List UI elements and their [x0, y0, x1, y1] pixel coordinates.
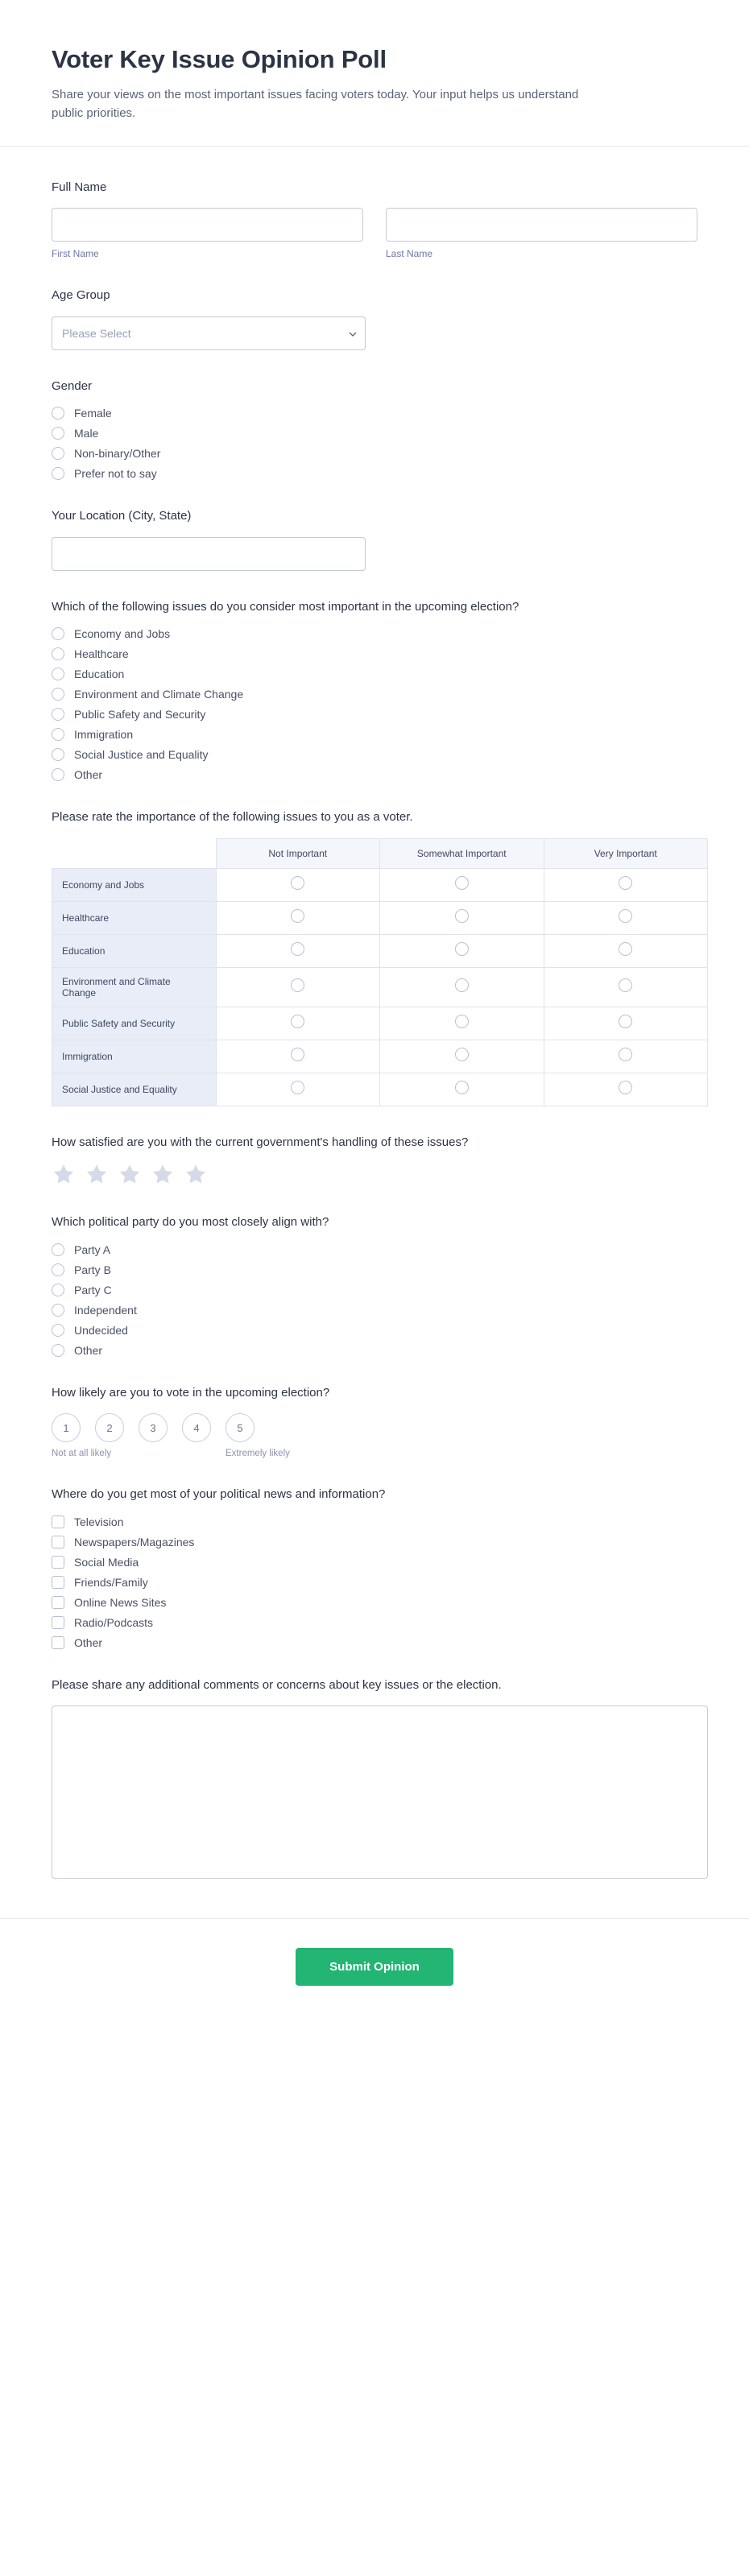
- radio-icon[interactable]: [619, 942, 632, 956]
- important-issue-label: Environment and Climate Change: [74, 688, 244, 701]
- important-issue-label: Healthcare: [74, 647, 129, 660]
- radio-icon[interactable]: [291, 1015, 304, 1028]
- location-label: Your Location (City, State): [52, 509, 192, 523]
- radio-icon[interactable]: [291, 978, 304, 992]
- important-issue-label: Education: [74, 668, 125, 680]
- checkbox-icon[interactable]: [52, 1596, 64, 1609]
- radio-icon[interactable]: [52, 407, 64, 420]
- radio-icon[interactable]: [455, 1015, 469, 1028]
- table-row: [52, 967, 708, 1007]
- radio-icon[interactable]: [52, 1304, 64, 1317]
- news-source-option[interactable]: [52, 1515, 697, 1528]
- first-name-sublabel: First Name: [52, 248, 99, 259]
- important-issue-label: Social Justice and Equality: [74, 748, 209, 761]
- important-issue-option[interactable]: [52, 688, 697, 701]
- party-options: [52, 1243, 697, 1357]
- matrix-header-row: [52, 838, 708, 868]
- satisfaction-label: How satisfied are you with the current government's handling of these issues?: [52, 1135, 469, 1149]
- matrix-corner: [52, 838, 217, 868]
- radio-icon[interactable]: [619, 909, 632, 923]
- matrix-cell[interactable]: [544, 868, 708, 901]
- important-issue-option[interactable]: [52, 708, 697, 721]
- radio-icon[interactable]: [291, 1048, 304, 1061]
- scale-right-label: Extremely likely: [226, 1449, 290, 1458]
- matrix-column-header: Very Important: [544, 838, 708, 868]
- gender-option[interactable]: [52, 447, 697, 460]
- news-source-option[interactable]: [52, 1616, 697, 1629]
- important-issue-option[interactable]: [52, 647, 697, 660]
- matrix-cell[interactable]: [380, 1040, 544, 1073]
- party-option[interactable]: [52, 1324, 697, 1337]
- radio-icon[interactable]: [52, 1243, 64, 1256]
- form-header: [0, 0, 749, 147]
- matrix-cell[interactable]: [380, 868, 544, 901]
- last-name-sublabel: Last Name: [386, 248, 433, 259]
- matrix-row-label: Social Justice and Equality: [52, 1073, 217, 1106]
- radio-icon[interactable]: [52, 688, 64, 701]
- importance-matrix-table: [52, 838, 708, 1106]
- party-option[interactable]: [52, 1304, 697, 1317]
- last-name-input[interactable]: [386, 208, 697, 242]
- question-location: [52, 507, 697, 571]
- checkbox-icon[interactable]: [52, 1576, 64, 1589]
- matrix-cell[interactable]: [544, 1007, 708, 1040]
- table-row: [52, 1040, 708, 1073]
- checkbox-icon[interactable]: [52, 1515, 64, 1528]
- news-source-option[interactable]: [52, 1556, 697, 1569]
- news-source-option[interactable]: [52, 1576, 697, 1589]
- matrix-cell[interactable]: [544, 934, 708, 967]
- matrix-cell[interactable]: [544, 1073, 708, 1106]
- important-issue-option[interactable]: [52, 728, 697, 741]
- scale-option[interactable]: 2: [95, 1413, 124, 1442]
- matrix-cell[interactable]: [216, 868, 380, 901]
- table-row: [52, 868, 708, 901]
- scale-option[interactable]: 5: [226, 1413, 254, 1442]
- radio-icon[interactable]: [52, 447, 64, 460]
- radio-icon[interactable]: [52, 1284, 64, 1296]
- radio-icon[interactable]: [619, 1015, 632, 1028]
- comments-label: Please share any additional comments or concerns about key issues or the election.: [52, 1677, 502, 1692]
- star-icon[interactable]: [85, 1163, 109, 1186]
- party-option[interactable]: [52, 1284, 697, 1296]
- matrix-row-label: Education: [52, 934, 217, 967]
- radio-icon[interactable]: [52, 1344, 64, 1357]
- news-source-option[interactable]: [52, 1596, 697, 1609]
- scale-option[interactable]: 4: [182, 1413, 211, 1442]
- party-option-label: Other: [74, 1343, 103, 1357]
- gender-options: [52, 407, 697, 480]
- matrix-cell[interactable]: [380, 934, 544, 967]
- first-name-input[interactable]: [52, 208, 363, 242]
- important-issue-label: Economy and Jobs: [74, 627, 171, 640]
- matrix-cell[interactable]: [380, 967, 544, 1007]
- question-party: [52, 1214, 697, 1357]
- radio-icon[interactable]: [52, 668, 64, 680]
- news-source-label: Online News Sites: [74, 1595, 167, 1609]
- news-source-label: Other: [74, 1635, 103, 1649]
- gender-option[interactable]: [52, 427, 697, 440]
- news-source-label: Television: [74, 1515, 124, 1528]
- star-icon[interactable]: [52, 1163, 76, 1186]
- important-issue-label: Other: [74, 768, 103, 781]
- important-issue-option[interactable]: [52, 768, 697, 781]
- party-option[interactable]: [52, 1243, 697, 1256]
- radio-icon[interactable]: [619, 1048, 632, 1061]
- page-title: Voter Key Issue Opinion Poll: [52, 45, 387, 73]
- news-source-label: Newspapers/Magazines: [74, 1535, 195, 1548]
- radio-icon[interactable]: [52, 647, 64, 660]
- importance-matrix-label: Please rate the importance of the following issues to you as a voter.: [52, 810, 413, 824]
- question-important-issues: [52, 598, 697, 782]
- matrix-cell[interactable]: [216, 934, 380, 967]
- matrix-cell[interactable]: [380, 901, 544, 934]
- important-issue-option[interactable]: [52, 627, 697, 640]
- age-group-select[interactable]: [52, 316, 366, 350]
- radio-icon[interactable]: [52, 748, 64, 761]
- party-option-label: Party C: [74, 1283, 112, 1296]
- matrix-cell[interactable]: [544, 967, 708, 1007]
- checkbox-icon[interactable]: [52, 1536, 64, 1548]
- radio-icon[interactable]: [619, 978, 632, 992]
- important-issue-label: Immigration: [74, 728, 134, 741]
- news-source-label: Radio/Podcasts: [74, 1615, 154, 1629]
- question-age-group: [52, 287, 697, 350]
- party-option-label: Undecided: [74, 1323, 128, 1337]
- matrix-cell[interactable]: [380, 1007, 544, 1040]
- matrix-cell[interactable]: [216, 1040, 380, 1073]
- star-icon[interactable]: [151, 1163, 175, 1186]
- question-gender: [52, 378, 697, 481]
- radio-icon[interactable]: [52, 768, 64, 781]
- checkbox-icon[interactable]: [52, 1636, 64, 1649]
- radio-icon[interactable]: [455, 1048, 469, 1061]
- full-name-label: Full Name: [52, 180, 107, 194]
- news-source-option[interactable]: [52, 1536, 697, 1548]
- age-group-label: Age Group: [52, 288, 110, 302]
- important-issue-option[interactable]: [52, 668, 697, 680]
- first-name-group: [52, 208, 363, 259]
- last-name-group: [386, 208, 697, 259]
- party-label: Which political party do you most closely align with?: [52, 1215, 329, 1229]
- party-option-label: Independent: [74, 1303, 137, 1317]
- radio-icon[interactable]: [619, 1081, 632, 1094]
- matrix-cell[interactable]: [380, 1073, 544, 1106]
- question-likelihood: [52, 1384, 697, 1459]
- table-row: [52, 1073, 708, 1106]
- important-issues-options: [52, 627, 697, 781]
- radio-icon[interactable]: [52, 467, 64, 480]
- scale-option[interactable]: 1: [52, 1413, 81, 1442]
- submit-button[interactable]: Submit Opinion: [296, 1948, 453, 1986]
- matrix-cell[interactable]: [216, 1007, 380, 1040]
- matrix-cell[interactable]: [216, 1073, 380, 1106]
- radio-icon[interactable]: [291, 1081, 304, 1094]
- matrix-column-header: Not Important: [216, 838, 380, 868]
- news-source-label: Friends/Family: [74, 1575, 148, 1589]
- matrix-column-header: Somewhat Important: [380, 838, 544, 868]
- checkbox-icon[interactable]: [52, 1556, 64, 1569]
- matrix-row-label: Environment and Climate Change: [52, 967, 217, 1007]
- matrix-cell[interactable]: [544, 901, 708, 934]
- comments-textarea[interactable]: [52, 1706, 708, 1879]
- matrix-row-label: Healthcare: [52, 901, 217, 934]
- table-row: [52, 1007, 708, 1040]
- star-icon[interactable]: [184, 1163, 208, 1186]
- form-body: [0, 147, 749, 1919]
- radio-icon[interactable]: [52, 1263, 64, 1276]
- gender-option-label: Prefer not to say: [74, 467, 157, 480]
- likelihood-scale: [52, 1413, 697, 1442]
- important-issue-option[interactable]: [52, 748, 697, 761]
- news-sources-options: [52, 1515, 697, 1649]
- radio-icon[interactable]: [52, 627, 64, 640]
- question-news-sources: [52, 1486, 697, 1649]
- location-input[interactable]: [52, 537, 366, 571]
- radio-icon[interactable]: [619, 876, 632, 890]
- gender-option-label: Non-binary/Other: [74, 447, 161, 460]
- table-row: [52, 901, 708, 934]
- matrix-row-label: Economy and Jobs: [52, 868, 217, 901]
- important-issue-label: Public Safety and Security: [74, 708, 206, 721]
- question-satisfaction: [52, 1134, 697, 1187]
- gender-option-label: Female: [74, 407, 112, 420]
- scale-endpoint-labels: [52, 1449, 697, 1458]
- news-source-option[interactable]: [52, 1636, 697, 1649]
- radio-icon[interactable]: [455, 942, 469, 956]
- radio-icon[interactable]: [455, 909, 469, 923]
- form-footer: [0, 1918, 749, 2031]
- radio-icon[interactable]: [291, 909, 304, 923]
- radio-icon[interactable]: [52, 427, 64, 440]
- matrix-cell[interactable]: [216, 901, 380, 934]
- checkbox-icon[interactable]: [52, 1616, 64, 1629]
- scale-option[interactable]: 3: [139, 1413, 168, 1442]
- radio-icon[interactable]: [455, 978, 469, 992]
- gender-option-label: Male: [74, 427, 99, 440]
- radio-icon[interactable]: [291, 942, 304, 956]
- party-option-label: Party B: [74, 1263, 111, 1276]
- radio-icon[interactable]: [455, 1081, 469, 1094]
- radio-icon[interactable]: [52, 708, 64, 721]
- gender-option[interactable]: [52, 467, 697, 480]
- scale-left-label: Not at all likely: [52, 1449, 112, 1458]
- gender-option[interactable]: [52, 407, 697, 420]
- party-option-label: Party A: [74, 1243, 111, 1256]
- question-comments: [52, 1677, 697, 1883]
- news-source-label: Social Media: [74, 1555, 139, 1569]
- gender-label: Gender: [52, 378, 93, 393]
- news-sources-label: Where do you get most of your political news and information?: [52, 1487, 386, 1501]
- question-importance-matrix: [52, 808, 697, 1106]
- party-option[interactable]: [52, 1344, 697, 1357]
- likelihood-label: How likely are you to vote in the upcoming election?: [52, 1385, 330, 1400]
- matrix-row-label: Immigration: [52, 1040, 217, 1073]
- radio-icon[interactable]: [52, 1324, 64, 1337]
- page-subtitle: Share your views on the most important issues facing voters today. Your input helps us understand public priorities.: [52, 88, 579, 121]
- radio-icon[interactable]: [52, 728, 64, 741]
- matrix-cell[interactable]: [216, 967, 380, 1007]
- table-row: [52, 934, 708, 967]
- radio-icon[interactable]: [291, 876, 304, 890]
- party-option[interactable]: [52, 1263, 697, 1276]
- radio-icon[interactable]: [455, 876, 469, 890]
- important-issues-label: Which of the following issues do you consider most important in the upcoming election?: [52, 599, 519, 614]
- star-rating[interactable]: [52, 1163, 697, 1186]
- question-full-name: [52, 179, 697, 260]
- matrix-row-label: Public Safety and Security: [52, 1007, 217, 1040]
- star-icon[interactable]: [118, 1163, 142, 1186]
- matrix-cell[interactable]: [544, 1040, 708, 1073]
